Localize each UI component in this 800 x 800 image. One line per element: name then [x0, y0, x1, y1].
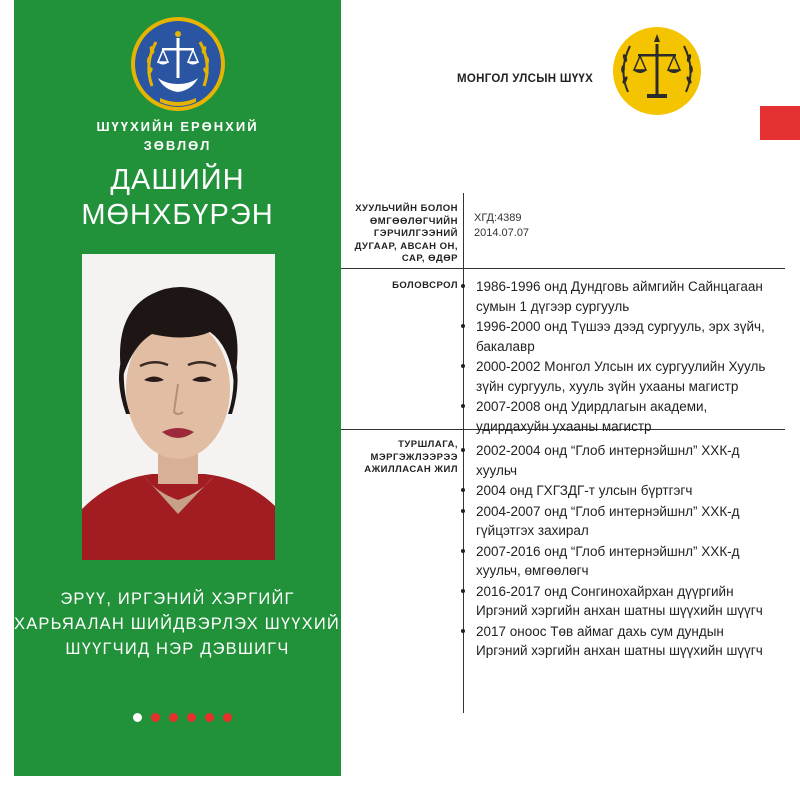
- list-item: [476, 622, 796, 661]
- carousel-dots: [133, 713, 232, 722]
- list-item: [476, 542, 796, 581]
- list-item: [476, 397, 796, 436]
- license-label-line: САР, ӨДӨР: [401, 253, 458, 264]
- list-item-line: 2000-2002 Монгол Улсын их сургуулийн Хууль: [476, 359, 766, 374]
- list-item: [476, 277, 796, 316]
- list-item-line: 2007-2016 онд “Глоб интернэйшнл” ХХК-д: [476, 543, 740, 559]
- list-item: [476, 441, 796, 480]
- education-list: [476, 277, 796, 437]
- license-label: [341, 203, 458, 266]
- council-scales-emblem-icon: [130, 16, 226, 112]
- list-item-line: Иргэний хэргийн анхан шатны шүүхийн шүүгч: [476, 603, 763, 618]
- list-item-line: гүйцэтгэх захирал: [476, 523, 589, 538]
- council-name: [14, 117, 341, 155]
- license-date: 2014.07.07: [474, 227, 530, 239]
- carousel-dot[interactable]: [223, 713, 232, 722]
- list-item-line: 1986-1996 онд Дундговь аймгийн Сайнцагаан: [476, 279, 763, 294]
- carousel-dot[interactable]: [133, 713, 142, 722]
- nomination-line: ХАРЬЯАЛАН ШИЙДВЭРЛЭХ ШҮҮХИЙН: [14, 615, 354, 633]
- council-name-line: ШҮҮХИЙН ЕРӨНХИЙ: [96, 119, 259, 134]
- nomination-line: ШҮҮГЧИД НЭР ДЭВШИГЧ: [65, 640, 290, 658]
- nomination-text: [14, 587, 354, 662]
- section-divider: [341, 268, 785, 269]
- carousel-dot[interactable]: [205, 713, 214, 722]
- list-item-line: хуульч, өмгөөлөгч: [476, 563, 589, 578]
- list-item-line: удирдахуйн ухааны магистр: [476, 418, 652, 434]
- person-name-line: МӨНХБҮРЭН: [81, 199, 274, 231]
- list-item-line: 2002-2004 онд “Глоб интернэйшнл” ХХК-д: [476, 443, 740, 458]
- list-item-line: 2016-2017 онд Сонгинохайрхан дүүргийн: [476, 583, 734, 599]
- experience-list: [476, 441, 796, 662]
- list-item: [476, 502, 796, 541]
- license-label-line: ӨМГӨӨЛӨГЧИЙН: [369, 215, 458, 227]
- council-name-line: ЗӨВЛӨЛ: [143, 138, 212, 153]
- experience-label-line: МЭРГЭЖЛЭЭРЭЭ: [370, 451, 458, 463]
- profile-panel: [14, 0, 354, 776]
- portrait-photo: [82, 254, 275, 560]
- list-item-line: 2004 онд ГХГЗДГ-т улсын бүртгэгч: [476, 483, 693, 498]
- license-label-line: ГЭРЧИЛГЭЭНИЙ: [373, 228, 458, 239]
- nomination-line: ЭРҮҮ, ИРГЭНИЙ ХЭРГИЙГ: [60, 590, 295, 608]
- list-item-line: бакалавр: [476, 338, 535, 354]
- list-item: [476, 582, 796, 621]
- carousel-dot[interactable]: [187, 713, 196, 722]
- education-label: БОЛОВСРОЛ: [392, 280, 458, 291]
- carousel-dot[interactable]: [169, 713, 178, 722]
- court-title: МОНГОЛ УЛСЫН ШҮҮХ: [457, 73, 594, 85]
- list-item-line: 2007-2008 онд Удирдлагын академи,: [476, 399, 708, 414]
- list-item-line: 2004-2007 онд “Глоб интернэйшнл” ХХК-д: [476, 503, 740, 519]
- license-number: ХГД:4389: [474, 212, 522, 224]
- person-name: [14, 163, 341, 233]
- carousel-dot[interactable]: [151, 713, 160, 722]
- list-item-line: 2017 оноос Төв аймаг дахь сум дундын: [476, 623, 724, 639]
- list-item-line: зүйн сургууль, хууль зүйн ухааны магистр: [476, 378, 739, 394]
- list-item-line: хуульч: [476, 462, 517, 478]
- list-item: [476, 481, 796, 501]
- experience-label: [341, 439, 458, 477]
- list-item-line: Иргэний хэргийн анхан шатны шүүхийн шүүгч: [476, 643, 763, 658]
- list-item: [476, 357, 796, 396]
- list-item-line: 1996-2000 онд Түшээ дээд сургууль, эрх зүйч,: [476, 319, 765, 334]
- accent-square: [760, 106, 800, 140]
- license-value: [474, 211, 529, 241]
- experience-label-line: ТУРШЛАГА,: [398, 439, 458, 450]
- court-scales-emblem-icon: [612, 26, 702, 116]
- person-name-line: ДАШИЙН: [110, 164, 245, 196]
- license-label-line: ХУУЛЬЧИЙН БОЛОН: [355, 203, 458, 214]
- list-item: [476, 317, 796, 356]
- column-divider: [463, 193, 464, 713]
- list-item-line: сумын 1 дүгээр сургууль: [476, 298, 630, 314]
- experience-label-line: АЖИЛЛАСАН ЖИЛ: [364, 464, 458, 475]
- license-label-line: ДУГААР, АВСАН ОН,: [354, 240, 458, 252]
